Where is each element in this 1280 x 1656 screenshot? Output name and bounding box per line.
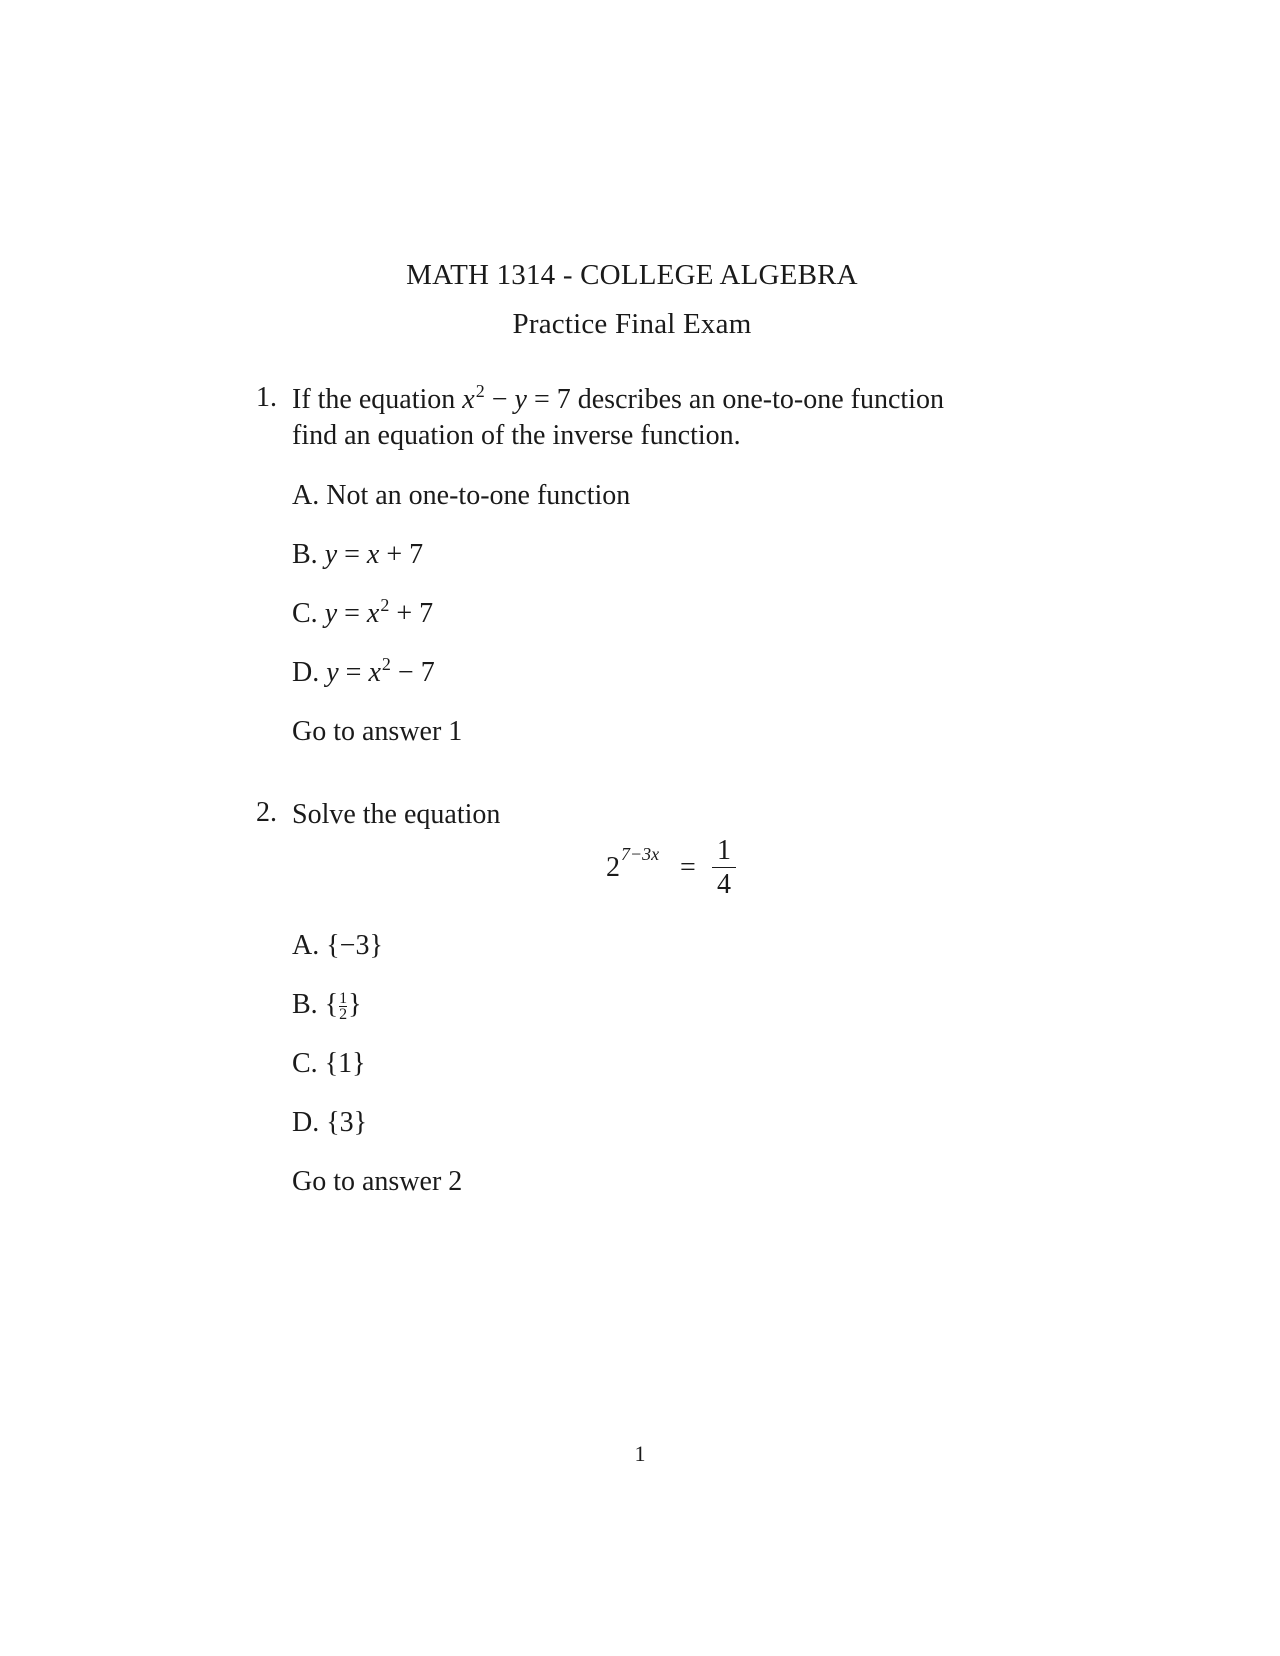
- option-label: B.: [292, 539, 318, 570]
- option-d: [292, 654, 435, 689]
- option-b: [292, 989, 362, 1022]
- fraction: [712, 834, 736, 901]
- option-math: $y = x^2 - 7$: [326, 654, 435, 688]
- option-label: B.: [292, 989, 318, 1020]
- option-math: y = x + 7: [324, 539, 424, 570]
- equation-base: 2: [606, 852, 620, 883]
- question-text-part: describes an one-to-one function: [577, 384, 944, 415]
- fraction-numerator: 1: [717, 835, 731, 866]
- fraction-denominator: 4: [712, 867, 736, 901]
- option-text: Not an one-to-one function: [326, 480, 631, 511]
- go-to-answer-2-link[interactable]: Go to answer 2: [292, 1166, 463, 1197]
- exam-title: Practice Final Exam: [512, 308, 752, 340]
- option-c: [292, 1048, 366, 1080]
- question-text: Solve the equation: [292, 799, 501, 830]
- option-text: {1}: [324, 1048, 366, 1079]
- option-b: [292, 539, 423, 571]
- option-a: [292, 930, 383, 962]
- option-label: A.: [292, 480, 320, 511]
- course-title: MATH 1314 - COLLEGE ALGEBRA: [406, 259, 858, 291]
- question-number: 2.: [256, 797, 277, 828]
- question-text-part: find an equation of the inverse function.: [292, 420, 741, 451]
- question-text: [292, 382, 944, 454]
- option-label: D.: [292, 1107, 320, 1138]
- equals-sign: =: [680, 852, 696, 883]
- option-d: [292, 1107, 367, 1139]
- equation-exponent: 7−3x: [621, 844, 660, 864]
- option-label: C.: [292, 1048, 318, 1079]
- go-to-answer-1-link[interactable]: Go to answer 1: [292, 716, 463, 747]
- page-number: 1: [634, 1441, 646, 1466]
- question-text-part: If the equation: [292, 384, 456, 415]
- question-number: 1.: [256, 382, 277, 413]
- small-fraction: [339, 991, 347, 1022]
- option-math: $y = x^2 + 7$: [324, 595, 434, 629]
- option-c: [292, 595, 434, 630]
- option-text: {3}: [326, 1107, 368, 1138]
- inline-equation: $x^2 - y = 7$: [462, 381, 571, 415]
- option-a: [292, 480, 630, 512]
- option-text: {−3}: [326, 930, 383, 961]
- option-label: C.: [292, 598, 318, 629]
- option-label: A.: [292, 930, 320, 961]
- option-label: D.: [292, 657, 320, 688]
- fraction-numerator: 1: [339, 990, 348, 1008]
- option-math: { $\frac{1}{2}$ }: [324, 989, 362, 1024]
- fraction-denominator: 2: [339, 1006, 348, 1024]
